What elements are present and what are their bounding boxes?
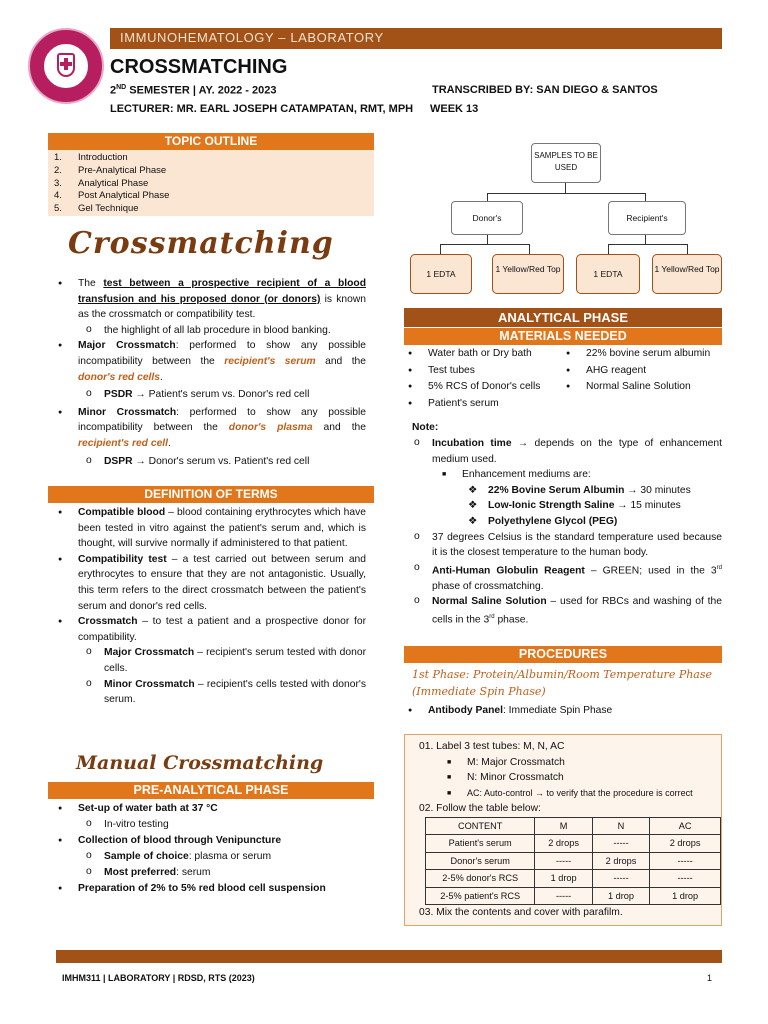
- material-item: ● 5% RCS of Donor's cells: [398, 379, 568, 396]
- semester-line: 2ND SEMESTER | AY. 2022 - 2023: [110, 84, 277, 97]
- page-number: 1: [707, 973, 713, 983]
- materials-left: [398, 346, 568, 412]
- step-2: 02. Follow the table below:: [419, 803, 541, 814]
- list-item: ● Compatibility test – a test carried out between serum and erythrocytes to ensure that they are not antagonistic. Usually, this term refers to the direct crossmatch between the patient's serum and donor's red cells.: [48, 552, 366, 614]
- table-header-cell: M: [535, 817, 592, 835]
- note-label: Note:: [412, 422, 439, 433]
- table-header-cell: N: [592, 817, 649, 835]
- list-item: o Sample of choice: plasma or serum: [48, 849, 366, 865]
- diagram-donor-yellow: 1 Yellow/Red Top: [492, 254, 564, 294]
- table-row: [426, 852, 721, 870]
- diagram-recipient-edta: 1 EDTA: [576, 254, 640, 294]
- pre-analytical-heading: PRE-ANALYTICAL PHASE: [48, 782, 374, 799]
- list-item: ● The test between a prospective recipient of a blood transfusion and his proposed donor (or donors) is known as the crossmatch or compatibility test.: [48, 276, 366, 323]
- lecturer: LECTURER: MR. EARL JOSEPH CATAMPATAN, RMT, MPH: [110, 103, 414, 115]
- list-item: o Minor Crossmatch – recipient's cells tested with donor's serum.: [48, 677, 366, 708]
- list-item: ● Set-up of water bath at 37 °C: [48, 801, 366, 817]
- table-cell: -----: [650, 870, 721, 888]
- table-cell: 1 drop: [650, 887, 721, 905]
- table-cell: 1 drop: [592, 887, 649, 905]
- list-item: ❖ Low-Ionic Strength Saline → 15 minutes: [468, 500, 681, 512]
- table-cell: -----: [592, 835, 649, 853]
- list-item: o Normal Saline Solution – used for RBCs and washing of the cells in the 3rd phase.: [376, 594, 722, 628]
- table-row: [426, 835, 721, 853]
- logo-shield-icon: [42, 42, 90, 90]
- list-item: ❖ 22% Bovine Serum Albumin → 30 minutes: [468, 484, 691, 496]
- topic-outline: [48, 150, 374, 216]
- list-item: ■ N: Minor Crossmatch: [447, 772, 564, 783]
- list-item: o 37 degrees Celsius is the standard temperature used because it is the closest temperature to the human body.: [376, 530, 722, 561]
- material-item: ● AHG reagent: [556, 363, 726, 380]
- table-row: [426, 870, 721, 888]
- list-item: ❖ Polyethylene Glycol (PEG): [468, 515, 618, 527]
- outline-item: 1. Introduction: [54, 152, 128, 163]
- list-item: o Incubation time → depends on the type of enhancement medium used.: [376, 436, 722, 467]
- university-logo: [28, 28, 104, 104]
- list-item: ● Major Crossmatch: performed to show any possible incompatibility between the recipient's serum and the donor's red cells.: [48, 338, 366, 385]
- antibody-panel: [398, 703, 718, 719]
- list-item: ● Compatible blood – blood containing erythrocytes which have been tested in vitro against the patient's serum and, which is thought, will survive normally if administered to that patient.: [48, 505, 366, 552]
- outline-item: 5. Gel Technique: [54, 203, 139, 215]
- procedures-heading: PROCEDURES: [404, 646, 722, 663]
- list-item: ● Antibody Panel: Immediate Spin Phase: [398, 703, 718, 719]
- table-cell: 2-5% donor's RCS: [426, 870, 535, 888]
- list-item: ● Collection of blood through Venipuncture: [48, 833, 366, 849]
- table-header-cell: CONTENT: [426, 817, 535, 835]
- list-item: ● Crossmatch – to test a patient and a prospective donor for compatibility.: [48, 614, 366, 645]
- diagram-donor-edta: 1 EDTA: [410, 254, 472, 294]
- list-item: ■ Enhancement mediums are:: [442, 469, 591, 481]
- table-cell: 1 drop: [535, 870, 592, 888]
- list-item: o PSDR → Patient's serum vs. Donor's red cell: [48, 387, 366, 403]
- diagram-root-box: SAMPLES TO BE USED: [531, 143, 601, 183]
- outline-item: 3. Analytical Phase: [54, 177, 149, 189]
- procedure-box: [404, 734, 722, 926]
- outline-item: 4. Post Analytical Phase: [54, 190, 170, 202]
- list-item: o Most preferred: serum: [48, 865, 366, 881]
- table-header-row: [426, 817, 721, 835]
- analytical-notes: [376, 436, 722, 628]
- week: WEEK 13: [430, 103, 479, 115]
- table-cell: 2 drops: [650, 835, 721, 853]
- step-3: 03. Mix the contents and cover with parafilm.: [419, 907, 623, 918]
- table-cell: 2 drops: [592, 852, 649, 870]
- table-cell: Patient's serum: [426, 835, 535, 853]
- list-item: o the highlight of all lab procedure in blood banking.: [48, 323, 366, 339]
- footer-bar: [56, 950, 722, 963]
- table-row: [426, 887, 721, 905]
- material-item: ● Normal Saline Solution: [556, 379, 726, 396]
- material-item: ● Patient's serum: [398, 396, 568, 413]
- diagram-donor-box: Donor's: [451, 201, 523, 235]
- manual-crossmatching-title: Manual Crossmatching: [76, 752, 324, 774]
- material-item: ● Test tubes: [398, 363, 568, 380]
- outline-item: 2. Pre-Analytical Phase: [54, 164, 167, 176]
- table-cell: 2 drops: [535, 835, 592, 853]
- material-item: ● 22% bovine serum albumin: [556, 346, 726, 363]
- pre-analytical: [48, 801, 366, 897]
- list-item: ■ AC: Auto-control → to verify that the procedure is correct: [447, 787, 693, 798]
- table-cell: -----: [650, 852, 721, 870]
- step-1: 01. Label 3 test tubes: M, N, AC: [419, 741, 565, 752]
- list-item: o DSPR → Donor's serum vs. Patient's red cell: [48, 454, 366, 470]
- list-item: ● Preparation of 2% to 5% red blood cell suspension: [48, 881, 366, 897]
- diagram-recipient-yellow: 1 Yellow/Red Top: [652, 254, 722, 294]
- crossmatching-script-title: Crossmatching: [68, 226, 334, 261]
- list-item: o In-vitro testing: [48, 817, 366, 833]
- list-item: ● Minor Crossmatch: performed to show any possible incompatibility between the donor's plasma and the recipient's red cell.: [48, 405, 366, 452]
- material-item: ● Water bath or Dry bath: [398, 346, 568, 363]
- table-cell: -----: [592, 870, 649, 888]
- transcribed-by: TRANSCRIBED BY: SAN DIEGO & SANTOS: [432, 84, 658, 96]
- topic-outline-heading: TOPIC OUTLINE: [48, 133, 374, 150]
- diagram-recipient-box: Recipient's: [608, 201, 686, 235]
- course-bar: IMMUNOHEMATOLOGY – LABORATORY: [110, 28, 722, 49]
- phase-title: 1st Phase: Protein/Albumin/Room Temperature Phase (Immediate Spin Phase): [412, 668, 713, 698]
- materials-heading: MATERIALS NEEDED: [404, 328, 722, 345]
- crossmatching-intro: [48, 276, 366, 469]
- analytical-heading: ANALYTICAL PHASE: [404, 308, 722, 327]
- procedure-table: [425, 817, 721, 906]
- table-cell: 2-5% patient's RCS: [426, 887, 535, 905]
- definitions: [48, 505, 366, 708]
- list-item: o Major Crossmatch – recipient's serum tested with donor cells.: [48, 645, 366, 676]
- table-header-cell: AC: [650, 817, 721, 835]
- footer-text: IMHM311 | LABORATORY | RDSD, RTS (2023): [62, 973, 255, 983]
- definitions-heading: DEFINITION OF TERMS: [48, 486, 374, 503]
- list-item: ■ M: Major Crossmatch: [447, 756, 565, 768]
- table-cell: -----: [535, 852, 592, 870]
- materials-right: [556, 346, 726, 396]
- table-cell: Donor's serum: [426, 852, 535, 870]
- table-cell: -----: [535, 887, 592, 905]
- page-title: CROSSMATCHING: [110, 56, 288, 78]
- list-item: o Anti-Human Globulin Reagent – GREEN; used in the 3rd phase of crossmatching.: [376, 561, 722, 595]
